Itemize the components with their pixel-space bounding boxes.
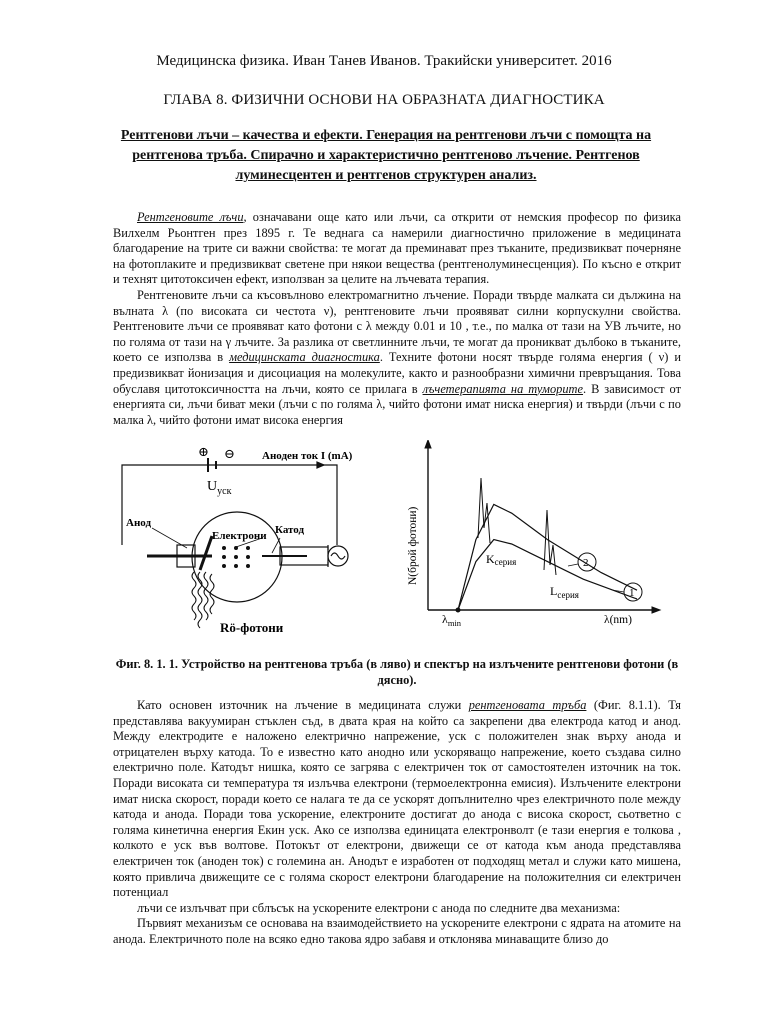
- anode-leader: [152, 528, 187, 548]
- link-xray-tube[interactable]: рентгеновата тръба: [468, 698, 587, 712]
- paragraph-properties-text-2: . Техните фотони носят твърде голяма енергия ( ν) и предизвикват йонизация и дисоциация на молекулите, както и разнообразни химични превръщания. Това обуславя цитотоксичността на лъчи, която се прилага в: [113, 350, 681, 396]
- photon-rays: [192, 572, 214, 628]
- spectrum-x-label: λ(nm): [604, 614, 632, 626]
- electron-dots: [222, 546, 250, 568]
- electrons-label: Електрони: [212, 530, 267, 542]
- figure-xray-tube-and-spectrum: [112, 440, 672, 645]
- curve-1-number: 1: [629, 587, 635, 599]
- voltage-label: $U_{уск}$: [207, 479, 232, 497]
- curve-2-number: 2: [583, 557, 589, 569]
- link-tumor-radiotherapy[interactable]: лъчетерапията на туморите: [422, 381, 584, 396]
- plus-sign: ⊕: [198, 444, 209, 459]
- figure-caption: Фиг. 8. 1. 1. Устройство на рентгенова тръба (в ляво) и спектър на излъчените рентгенови фотони (в дясно).: [115, 657, 679, 687]
- paragraph-intro: [113, 210, 681, 288]
- ac-source-wave: [331, 553, 345, 559]
- paragraph-properties: [113, 288, 681, 428]
- chapter-title: ГЛАВА 8. ФИЗИЧНИ ОСНОВИ НА ОБРАЗНАТА ДИАГНОСТИКА: [163, 92, 605, 108]
- cathode-label: Катод: [275, 524, 305, 536]
- minus-sign: ⊖: [224, 446, 235, 461]
- spectrum-x-arrow: [652, 607, 660, 613]
- link-medical-diagnostics[interactable]: медицинската диагностика: [229, 350, 380, 365]
- paragraph-properties-text-3: . В зависимост от енергията си, лъчи биват меки (лъчи с по голяма λ, чийто фотони имат ниска енергия) и твърди (лъчи с по малка λ, чийто фотони имат висока енергия: [113, 381, 681, 427]
- paragraph-mechanisms-text: лъчи се излъчват при сблъсък на ускорените електрони с анода по следните два механизма:: [137, 900, 621, 915]
- anode-label: Анод: [126, 517, 152, 529]
- spectrum-y-label: N(брой фотони): [407, 506, 419, 585]
- anode-target: [200, 536, 212, 570]
- cathode-leader: [272, 538, 280, 553]
- paragraph-tube-text-1: Като основен източник на лъчение в медицината служи: [137, 698, 469, 712]
- spectrum-y-arrow: [425, 440, 431, 448]
- current-arrow-head: [317, 462, 324, 468]
- paragraph-properties-text-1: Рентгеновите лъчи са късовълново електромагнитно лъчение. Поради твърде малката си дължина на вълната λ (по високата си честота ν), рентгеновите лъчи проявяват силни корпускулни свойства. Рентгеновите лъчи се проявяват като фотони с λ между 0.01 и 10 , т.е., по малка от тази на УВ лъчите, но по голяма от тази на γ лъчите. За разлика от светлинните лъчи, те могат да проникват дълбоко в тъканите, което се използва в: [113, 288, 681, 365]
- anode-current-label: Аноден ток I (mA): [262, 450, 353, 462]
- k-series-label: Kсерия: [486, 552, 517, 567]
- spectrum-curve-1: [458, 540, 637, 610]
- paragraph-xray-tube: [113, 698, 681, 948]
- page-header: Медицинска физика. Иван Танев Иванов. Тракийски университет. 2016: [156, 53, 612, 69]
- paragraph-first-mechanism-text: Първият механизъм се основава на взаимодействието на ускорените електрони с ядрата на атомите на анода. Електричното поле на всяко едно такова ядро забавя и отклонява минаващите близо до: [113, 916, 681, 946]
- photons-label: Rö-фотони: [220, 620, 284, 635]
- l-series-label: $L_{серия}$: [550, 584, 579, 600]
- spectrum-plot: [425, 440, 660, 613]
- lambda-min-label: $\lambda_{min}$: [442, 612, 462, 628]
- paragraph-intro-text: , означавани още като или лъчи, са открити от немския професор по физика Вилхелм Рьонтген през 1895 г. Те веднага са намерили диагностично приложение в медицината благодарение на трите си важни свойства: те могат да преминават през тъканите, предизвикват почерняне на фотоплаките и предизвикват светене при някои вещества (рентгенолуминесценция). По късно е открит и технят цитотоксичен ефект, използван за целите на лъчевата терапия.: [113, 210, 681, 287]
- section-title: Рентгенови лъчи – качества и ефекти. Генерация на рентгенови лъчи с помощта на рентгенова тръба. Спирачно и характеристично рентгеново лъчение. Рентгенов луминесцентен и рентгенов структурен анализ.: [120, 128, 652, 183]
- figure-svg: [112, 440, 672, 645]
- link-xrays[interactable]: Рентгеновите лъчи: [137, 210, 244, 224]
- paragraph-tube-text-2: (Фиг. 8.1.1). Тя представлява вакуумиран стъклен съд, в двата края на който са закрепени два електрода катод и анод. Между електродите е наложено електрично напрежение, уск с положителен знак върху анода и отрицателен върху катода. То е известно като анодно или ускоряващо напрежение, което създава силно електрично поле. Катодът нишка, която се загрява с електричен ток от самостоятелен източник на ток. Поради високата си температура тя излъчва електрони (термоелектронна емисия). Излъчените електрони имат ниска скорост, поради което се налага те да се ускорят допълнително чрез електричното поле между катода и анода. Поради това ускорение, електроните достигат до анода с висока скорост, сьответно с голяма кинетична енергия Eкин уск. Ако се използва единицата електронволт (е тази енергия е толкова , колкото е уск във волтове. Потокът от електрони, движещи се от катода към анода представлява електричен ток (аноден ток) с големина ан. Анодът е изработен от подходящ метал и служи като мишена, която привлича движещите се с голяма скорост електрони благодарение на положителния си електричен потенциал: [113, 698, 681, 900]
- lambda-min-marker: [456, 608, 460, 612]
- xray-tube-diagram: [122, 458, 348, 628]
- curve-2-leader: [568, 564, 578, 566]
